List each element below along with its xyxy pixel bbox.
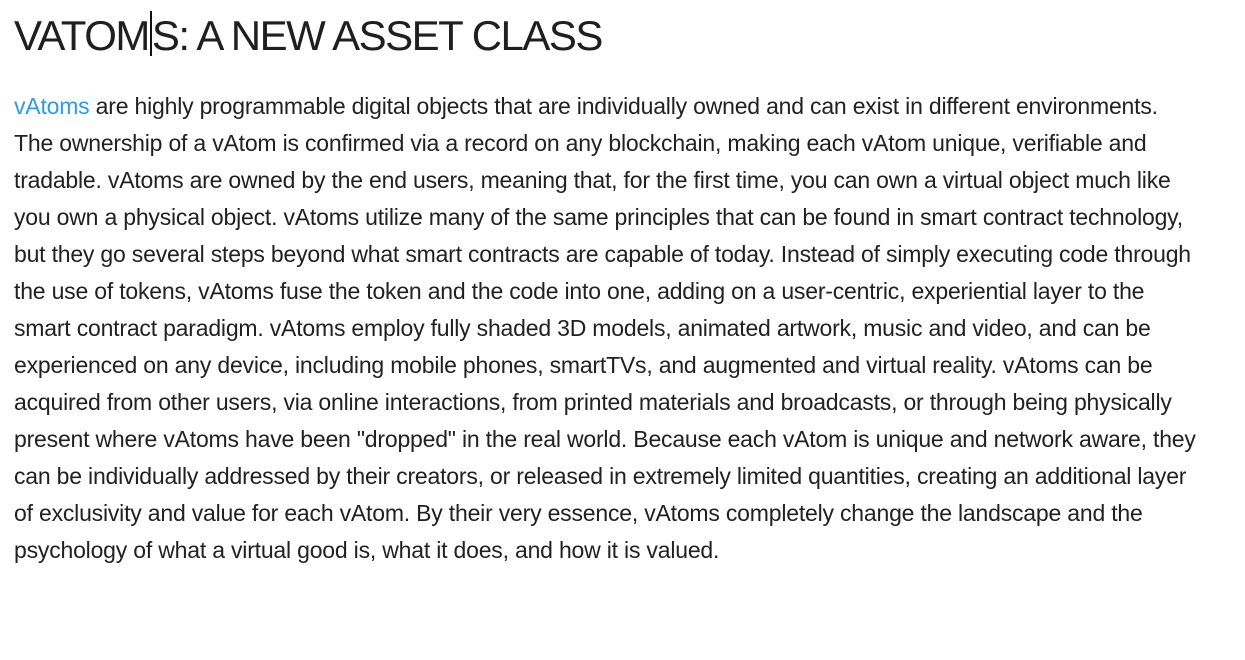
vatoms-link[interactable]: vAtoms: [14, 93, 90, 119]
intro-paragraph-text: are highly programmable digital objects that are individually owned and can exist in different environments. The ownership of a vAtom is confirmed via a record on any blockchain, making each vAtom unique, verifiable and tradable. vAtoms are owned by the end users, meaning that, for the first time, you can own a virtual object much like you own a physical object. vAtoms utilize many of the same principles that can be found in smart contract technology, but they go several steps beyond what smart contracts are capable of today. Instead of simply executing code through the use of tokens, vAtoms fuse the token and the code into one, adding on a user-centric, experiential layer to the smart contract paradigm. vAtoms employ fully shaded 3D models, animated artwork, music and video, and can be experienced on any device, including mobile phones, smartTVs, and augmented and virtual reality. vAtoms can be acquired from other users, via online interactions, from printed materials and broadcasts, or through being physically present where vAtoms have been "dropped" in the real world. Because each vAtom is unique and network aware, they can be individually addressed by their creators, or released in extremely limited quantities, creating an additional layer of exclusivity and value for each vAtom. By their very essence, vAtoms completely change the landscape and the psychology of what a virtual good is, what it does, and how it is valued.: [14, 93, 1196, 563]
page-title-text-before-cursor: VATOM: [14, 12, 149, 59]
page-title-text-after-cursor: S: A NEW ASSET CLASS: [151, 12, 602, 59]
intro-paragraph: [14, 62, 1199, 569]
page-title: [14, 10, 1230, 62]
